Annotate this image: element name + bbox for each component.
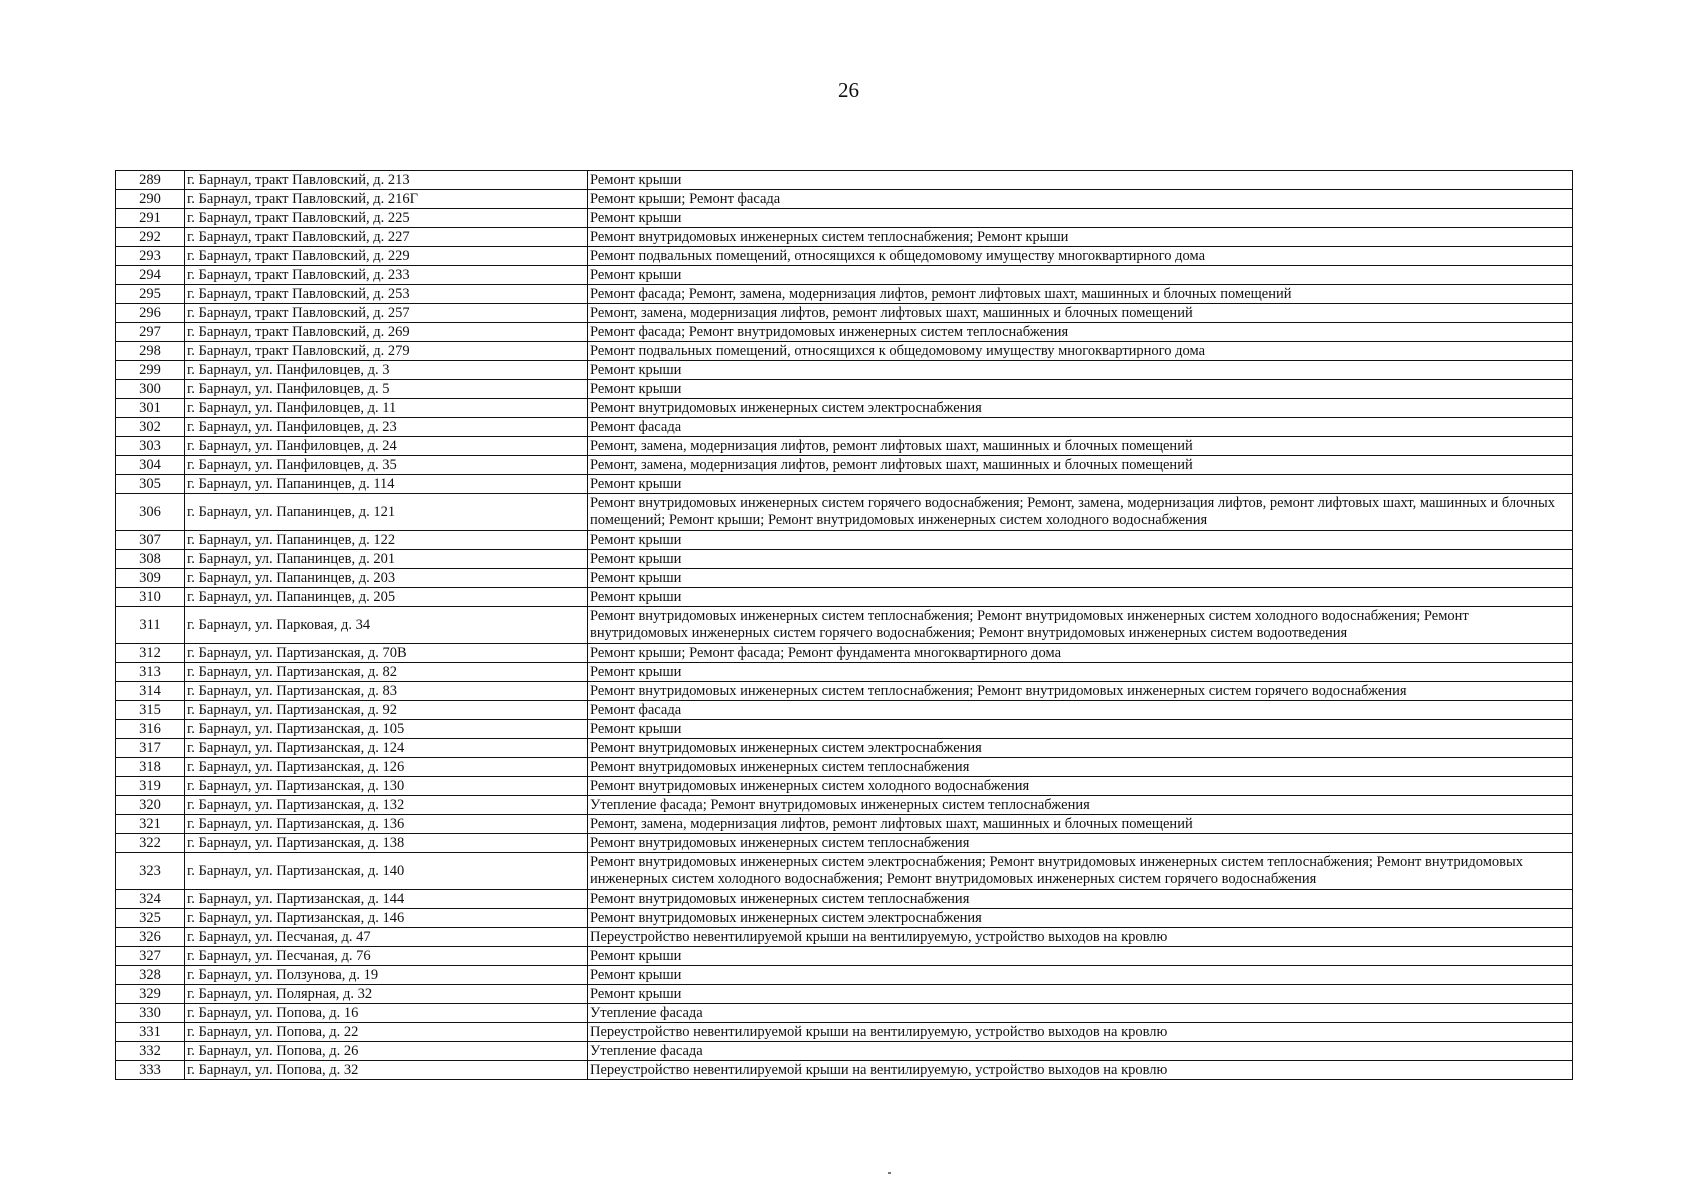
works-cell: Ремонт крыши; Ремонт фасада; Ремонт фундамента многоквартирного дома: [588, 644, 1573, 663]
table-row: [116, 209, 1573, 228]
address-cell: г. Барнаул, ул. Папанинцев, д. 203: [185, 569, 588, 588]
row-number-cell: 292: [116, 228, 185, 247]
works-cell: Ремонт крыши: [588, 266, 1573, 285]
works-cell: Ремонт фасада: [588, 701, 1573, 720]
works-cell: Ремонт крыши: [588, 380, 1573, 399]
row-number-cell: 304: [116, 456, 185, 475]
row-number-cell: 303: [116, 437, 185, 456]
table-row: [116, 815, 1573, 834]
works-cell: Ремонт внутридомовых инженерных систем теплоснабжения: [588, 758, 1573, 777]
table-row: [116, 228, 1573, 247]
works-cell: Ремонт крыши: [588, 588, 1573, 607]
row-number-cell: 307: [116, 531, 185, 550]
table-row: [116, 304, 1573, 323]
table-row: [116, 361, 1573, 380]
row-number-cell: 330: [116, 1004, 185, 1023]
works-table-container: [115, 170, 1565, 1080]
works-cell: Ремонт фасада; Ремонт внутридомовых инженерных систем теплоснабжения: [588, 323, 1573, 342]
works-cell: Ремонт крыши: [588, 985, 1573, 1004]
works-cell: Ремонт внутридомовых инженерных систем теплоснабжения; Ремонт крыши: [588, 228, 1573, 247]
works-cell: Ремонт внутридомовых инженерных систем электроснабжения; Ремонт внутридомовых инженерных систем теплоснабжения; Ремонт внутридомовых инженерных систем холодного водоснабжения; Ремонт внутридомовых инженерных систем горячего водоснабжения: [588, 853, 1573, 890]
table-row: [116, 928, 1573, 947]
table-row: [116, 663, 1573, 682]
row-number-cell: 315: [116, 701, 185, 720]
address-cell: г. Барнаул, тракт Павловский, д. 269: [185, 323, 588, 342]
table-row: [116, 890, 1573, 909]
row-number-cell: 310: [116, 588, 185, 607]
table-row: [116, 607, 1573, 644]
address-cell: г. Барнаул, ул. Партизанская, д. 144: [185, 890, 588, 909]
address-cell: г. Барнаул, тракт Павловский, д. 279: [185, 342, 588, 361]
address-cell: г. Барнаул, тракт Павловский, д. 216Г: [185, 190, 588, 209]
row-number-cell: 300: [116, 380, 185, 399]
works-cell: Утепление фасада: [588, 1042, 1573, 1061]
works-cell: Ремонт внутридомовых инженерных систем теплоснабжения: [588, 834, 1573, 853]
table-row: [116, 947, 1573, 966]
works-cell: Переустройство невентилируемой крыши на вентилируемую, устройство выходов на кровлю: [588, 928, 1573, 947]
address-cell: г. Барнаул, ул. Партизанская, д. 132: [185, 796, 588, 815]
row-number-cell: 289: [116, 171, 185, 190]
works-table-body: [116, 171, 1573, 1080]
row-number-cell: 305: [116, 475, 185, 494]
table-row: [116, 985, 1573, 1004]
works-cell: Ремонт, замена, модернизация лифтов, ремонт лифтовых шахт, машинных и блочных помещений: [588, 304, 1573, 323]
address-cell: г. Барнаул, ул. Попова, д. 26: [185, 1042, 588, 1061]
works-cell: Ремонт фасада: [588, 418, 1573, 437]
table-row: [116, 190, 1573, 209]
works-cell: Ремонт внутридомовых инженерных систем электроснабжения: [588, 399, 1573, 418]
table-row: [116, 494, 1573, 531]
table-row: [116, 380, 1573, 399]
table-row: [116, 777, 1573, 796]
table-row: [116, 569, 1573, 588]
row-number-cell: 295: [116, 285, 185, 304]
address-cell: г. Барнаул, ул. Панфиловцев, д. 35: [185, 456, 588, 475]
works-cell: Ремонт внутридомовых инженерных систем теплоснабжения: [588, 890, 1573, 909]
works-cell: Ремонт крыши: [588, 947, 1573, 966]
table-row: [116, 966, 1573, 985]
works-cell: Ремонт подвальных помещений, относящихся к общедомовому имуществу многоквартирного дома: [588, 247, 1573, 266]
row-number-cell: 299: [116, 361, 185, 380]
table-row: [116, 247, 1573, 266]
row-number-cell: 312: [116, 644, 185, 663]
table-row: [116, 1061, 1573, 1080]
address-cell: г. Барнаул, тракт Павловский, д. 233: [185, 266, 588, 285]
table-row: [116, 739, 1573, 758]
address-cell: г. Барнаул, ул. Партизанская, д. 70В: [185, 644, 588, 663]
works-cell: Ремонт внутридомовых инженерных систем теплоснабжения; Ремонт внутридомовых инженерных систем горячего водоснабжения: [588, 682, 1573, 701]
address-cell: г. Барнаул, ул. Попова, д. 22: [185, 1023, 588, 1042]
table-row: [116, 909, 1573, 928]
row-number-cell: 293: [116, 247, 185, 266]
works-cell: Ремонт крыши: [588, 569, 1573, 588]
works-cell: Утепление фасада: [588, 1004, 1573, 1023]
table-row: [116, 475, 1573, 494]
address-cell: г. Барнаул, ул. Папанинцев, д. 114: [185, 475, 588, 494]
table-row: [116, 323, 1573, 342]
address-cell: г. Барнаул, ул. Панфиловцев, д. 3: [185, 361, 588, 380]
row-number-cell: 298: [116, 342, 185, 361]
works-cell: Ремонт крыши: [588, 531, 1573, 550]
works-cell: Ремонт крыши: [588, 550, 1573, 569]
works-cell: Ремонт, замена, модернизация лифтов, ремонт лифтовых шахт, машинных и блочных помещений: [588, 815, 1573, 834]
table-row: [116, 701, 1573, 720]
address-cell: г. Барнаул, тракт Павловский, д. 257: [185, 304, 588, 323]
address-cell: г. Барнаул, ул. Песчаная, д. 76: [185, 947, 588, 966]
table-row: [116, 266, 1573, 285]
table-row: [116, 758, 1573, 777]
works-cell: Ремонт подвальных помещений, относящихся к общедомовому имуществу многоквартирного дома: [588, 342, 1573, 361]
address-cell: г. Барнаул, ул. Партизанская, д. 138: [185, 834, 588, 853]
works-cell: Ремонт крыши: [588, 475, 1573, 494]
works-cell: Ремонт крыши: [588, 209, 1573, 228]
table-row: [116, 437, 1573, 456]
row-number-cell: 301: [116, 399, 185, 418]
row-number-cell: 320: [116, 796, 185, 815]
address-cell: г. Барнаул, ул. Ползунова, д. 19: [185, 966, 588, 985]
address-cell: г. Барнаул, тракт Павловский, д. 253: [185, 285, 588, 304]
address-cell: г. Барнаул, ул. Партизанская, д. 136: [185, 815, 588, 834]
address-cell: г. Барнаул, ул. Парковая, д. 34: [185, 607, 588, 644]
table-row: [116, 644, 1573, 663]
works-cell: Ремонт внутридомовых инженерных систем горячего водоснабжения; Ремонт, замена, модернизация лифтов, ремонт лифтовых шахт, машинных и блочных помещений; Ремонт крыши; Ремонт внутридомовых инженерных систем холодного водоснабжения: [588, 494, 1573, 531]
row-number-cell: 297: [116, 323, 185, 342]
row-number-cell: 318: [116, 758, 185, 777]
row-number-cell: 296: [116, 304, 185, 323]
table-row: [116, 1042, 1573, 1061]
address-cell: г. Барнаул, ул. Партизанская, д. 126: [185, 758, 588, 777]
works-cell: Ремонт внутридомовых инженерных систем теплоснабжения; Ремонт внутридомовых инженерных систем холодного водоснабжения; Ремонт внутридомовых инженерных систем горячего водоснабжения; Ремонт внутридомовых инженерных систем водоотведения: [588, 607, 1573, 644]
works-cell: Переустройство невентилируемой крыши на вентилируемую, устройство выходов на кровлю: [588, 1023, 1573, 1042]
table-row: [116, 342, 1573, 361]
row-number-cell: 326: [116, 928, 185, 947]
table-row: [116, 720, 1573, 739]
address-cell: г. Барнаул, ул. Партизанская, д. 124: [185, 739, 588, 758]
row-number-cell: 309: [116, 569, 185, 588]
address-cell: г. Барнаул, тракт Павловский, д. 213: [185, 171, 588, 190]
works-cell: Ремонт крыши: [588, 966, 1573, 985]
address-cell: г. Барнаул, ул. Партизанская, д. 105: [185, 720, 588, 739]
row-number-cell: 319: [116, 777, 185, 796]
row-number-cell: 313: [116, 663, 185, 682]
table-row: [116, 418, 1573, 437]
row-number-cell: 323: [116, 853, 185, 890]
address-cell: г. Барнаул, ул. Папанинцев, д. 205: [185, 588, 588, 607]
table-row: [116, 531, 1573, 550]
row-number-cell: 317: [116, 739, 185, 758]
works-cell: Ремонт внутридомовых инженерных систем электроснабжения: [588, 739, 1573, 758]
table-row: [116, 399, 1573, 418]
address-cell: г. Барнаул, ул. Папанинцев, д. 121: [185, 494, 588, 531]
row-number-cell: 324: [116, 890, 185, 909]
row-number-cell: 333: [116, 1061, 185, 1080]
row-number-cell: 311: [116, 607, 185, 644]
address-cell: г. Барнаул, ул. Панфиловцев, д. 5: [185, 380, 588, 399]
address-cell: г. Барнаул, ул. Партизанская, д. 130: [185, 777, 588, 796]
row-number-cell: 290: [116, 190, 185, 209]
table-row: [116, 456, 1573, 475]
address-cell: г. Барнаул, ул. Партизанская, д. 82: [185, 663, 588, 682]
page-number: 26: [838, 78, 859, 102]
row-number-cell: 321: [116, 815, 185, 834]
address-cell: г. Барнаул, ул. Панфиловцев, д. 11: [185, 399, 588, 418]
row-number-cell: 327: [116, 947, 185, 966]
row-number-cell: 331: [116, 1023, 185, 1042]
table-row: [116, 1004, 1573, 1023]
row-number-cell: 308: [116, 550, 185, 569]
address-cell: г. Барнаул, ул. Партизанская, д. 92: [185, 701, 588, 720]
row-number-cell: 306: [116, 494, 185, 531]
address-cell: г. Барнаул, ул. Полярная, д. 32: [185, 985, 588, 1004]
table-row: [116, 682, 1573, 701]
row-number-cell: 325: [116, 909, 185, 928]
works-cell: Ремонт фасада; Ремонт, замена, модернизация лифтов, ремонт лифтовых шахт, машинных и блочных помещений: [588, 285, 1573, 304]
row-number-cell: 291: [116, 209, 185, 228]
works-cell: Ремонт, замена, модернизация лифтов, ремонт лифтовых шахт, машинных и блочных помещений: [588, 456, 1573, 475]
address-cell: г. Барнаул, ул. Партизанская, д. 83: [185, 682, 588, 701]
address-cell: г. Барнаул, ул. Песчаная, д. 47: [185, 928, 588, 947]
address-cell: г. Барнаул, ул. Попова, д. 32: [185, 1061, 588, 1080]
address-cell: г. Барнаул, ул. Партизанская, д. 146: [185, 909, 588, 928]
row-number-cell: 322: [116, 834, 185, 853]
works-cell: Ремонт крыши: [588, 171, 1573, 190]
address-cell: г. Барнаул, тракт Павловский, д. 225: [185, 209, 588, 228]
address-cell: г. Барнаул, ул. Попова, д. 16: [185, 1004, 588, 1023]
address-cell: г. Барнаул, ул. Папанинцев, д. 122: [185, 531, 588, 550]
works-cell: Ремонт крыши: [588, 361, 1573, 380]
table-row: [116, 550, 1573, 569]
row-number-cell: 316: [116, 720, 185, 739]
works-cell: Переустройство невентилируемой крыши на вентилируемую, устройство выходов на кровлю: [588, 1061, 1573, 1080]
table-row: [116, 853, 1573, 890]
table-row: [116, 834, 1573, 853]
works-cell: Ремонт внутридомовых инженерных систем электроснабжения: [588, 909, 1573, 928]
address-cell: г. Барнаул, ул. Партизанская, д. 140: [185, 853, 588, 890]
address-cell: г. Барнаул, тракт Павловский, д. 227: [185, 228, 588, 247]
address-cell: г. Барнаул, ул. Панфиловцев, д. 24: [185, 437, 588, 456]
table-row: [116, 171, 1573, 190]
scan-speck: [888, 1172, 891, 1174]
table-row: [116, 796, 1573, 815]
table-row: [116, 1023, 1573, 1042]
works-cell: Ремонт крыши; Ремонт фасада: [588, 190, 1573, 209]
row-number-cell: 302: [116, 418, 185, 437]
row-number-cell: 329: [116, 985, 185, 1004]
address-cell: г. Барнаул, тракт Павловский, д. 229: [185, 247, 588, 266]
address-cell: г. Барнаул, ул. Панфиловцев, д. 23: [185, 418, 588, 437]
works-cell: Ремонт, замена, модернизация лифтов, ремонт лифтовых шахт, машинных и блочных помещений: [588, 437, 1573, 456]
works-cell: Ремонт крыши: [588, 720, 1573, 739]
works-cell: Утепление фасада; Ремонт внутридомовых инженерных систем теплоснабжения: [588, 796, 1573, 815]
table-row: [116, 588, 1573, 607]
row-number-cell: 314: [116, 682, 185, 701]
row-number-cell: 332: [116, 1042, 185, 1061]
works-cell: Ремонт крыши: [588, 663, 1573, 682]
row-number-cell: 328: [116, 966, 185, 985]
works-table: [115, 170, 1573, 1080]
row-number-cell: 294: [116, 266, 185, 285]
table-row: [116, 285, 1573, 304]
address-cell: г. Барнаул, ул. Папанинцев, д. 201: [185, 550, 588, 569]
works-cell: Ремонт внутридомовых инженерных систем холодного водоснабжения: [588, 777, 1573, 796]
